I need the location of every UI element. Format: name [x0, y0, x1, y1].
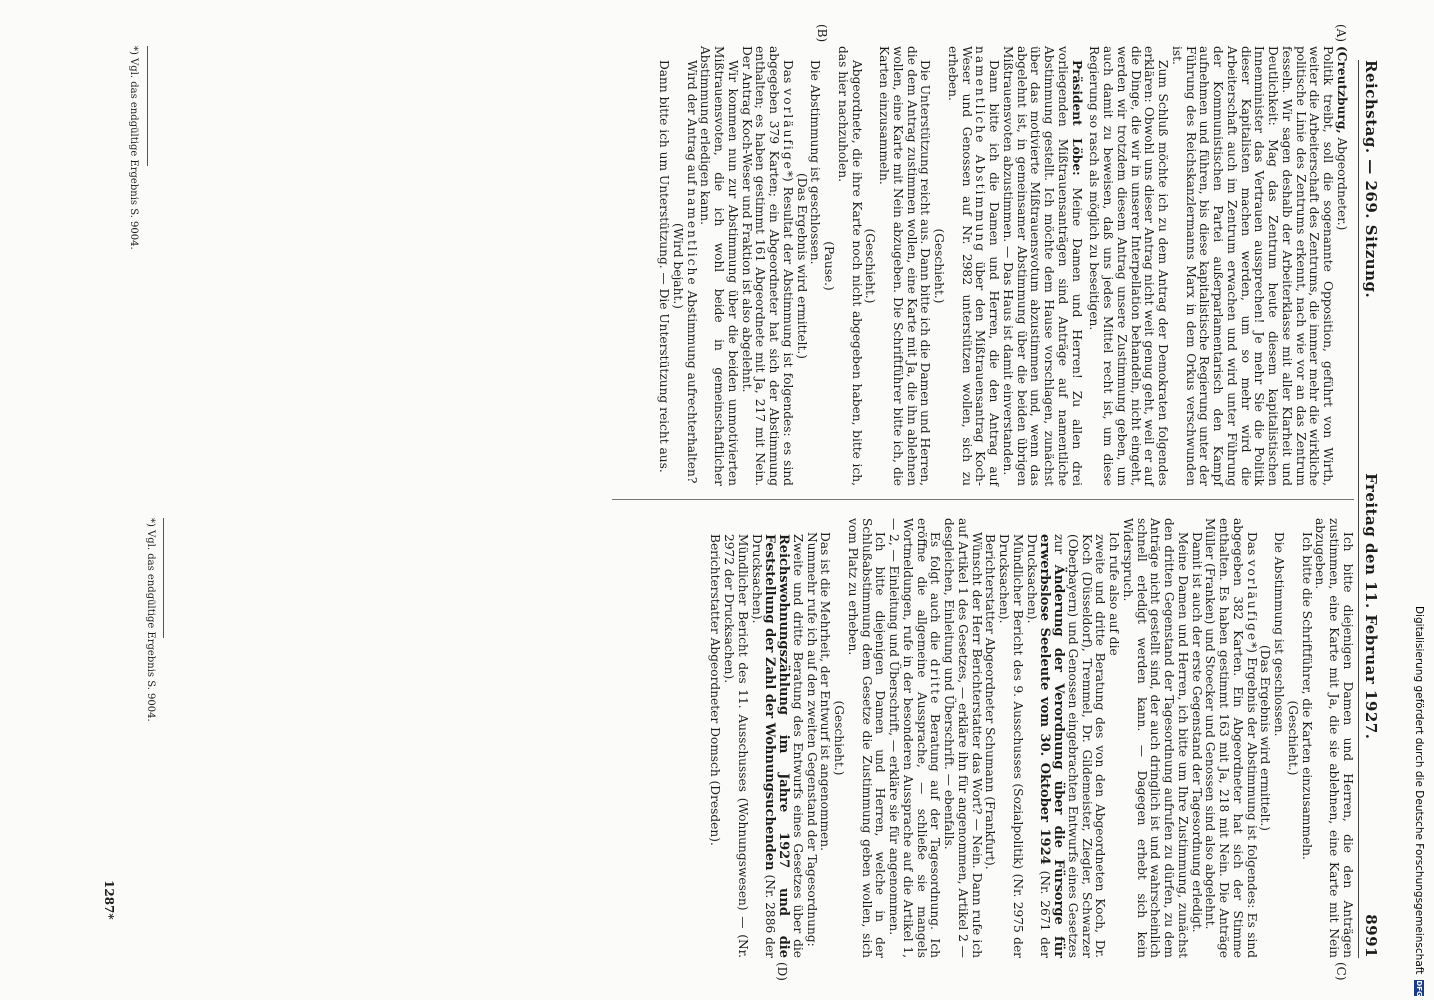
header-date: Freitag den 11. Februar 1927. [1362, 473, 1380, 740]
paragraph: Zum Schluß möchte ich zu dem Antrag der Demokraten folgendes erklären: Obwohl uns dieser Antrag nicht weit genug geht, weil er auf die Dinge, die wir in unserer Interpellation behandeln, nicht eingeht, werden wir trotzdem diesem Antrag unsere Zustimmung geben, um auch damit zu beweisen, daß uns jedes Mittel recht ist, um diese Regierung so rasch als möglich zu beseitigen. [1087, 46, 1171, 486]
signature-mark: 1287* [102, 880, 116, 920]
paragraph: Das vorläufige*) Ergebnis der Abstimmung ist folgendes: Es sind abgegeben 382 Karten. Ein Abgeordneter hat sich der Stimme enthalten. Es haben gestimmt 163 mit Ja, 218 mit Nein. Die Anträge Müller (Franken) und Stoecker und Genossen sind also abgelehnt. [1203, 518, 1259, 958]
paragraph: Politik treibt, soll die sogenannte Opposition, geführt von Wirth, weiter die Arbeiterschaft des Zentrums, die immer mehr die wirkliche politische Linie des Zentrums erkennt, nach wie vor an das Zentrum fesseln. Wir sagen deshalb der Arbeiterklasse mit aller Klarheit und Deutlichkeit: Mag das Zentrum heute diesem kapitalistischen Innenminister das Vertrauen aussprechen! Je mehr Sie die Politik dieser Kapitalisten machen werden, um so mehr wird die Arbeiterschaft auch im Zentrum erwachen und wird unter Führung der Kommunistischen Partei außerparlamentarisch den Kampf aufnehmen und führen, bis diese kapitalistische Regierung unter der Führung des Reichskanzlermanns Marx in dem Orkus verschwunden ist. [1170, 46, 1336, 486]
agenda-report: Mündlicher Bericht des 9. Ausschusses (Sozialpolitik) (Nr. 2975 der Drucksachen). [997, 534, 1025, 958]
stage-direction: (Pause.) [822, 241, 837, 291]
paragraph: Ich rufe also auf die [1107, 532, 1122, 656]
paragraph: Das ist die Mehrheit, der Entwurf ist angenommen. [818, 532, 833, 851]
footnote-rule [163, 518, 164, 638]
paragraph: Meine Damen und Herren, ich bitte um Ihre Zustimmung, zunächst den dritten Gegenstand der Tagesordnung aufrufen zu dürfen, zu dem Anträge nicht gestellt sind, der auch dringlich ist und wahrscheinlich schnell erledigt werden kann. — Dagegen erhebt sich kein Widerspruch. [1121, 518, 1190, 958]
paragraph: Ich bitte diejenigen Damen und Herren, welche in der Schlußabstimmung dem Gesetze die Zustimmung geben wollen, sich vom Platz zu erheben. [846, 518, 888, 958]
paragraph: (Creutzburg, Abgeordneter.) [1335, 46, 1349, 231]
paragraph: Wünscht der Herr Berichterstatter das Wort? — Nein. Dann rufe ich auf Artikel 1 des Gesetzes, — erkläre ihn für angenommen, Artikel 2 — desgleichen, Einleitung und Überschrift. — ebenfalls. [942, 518, 984, 958]
margin-mark-d: (D) [775, 962, 789, 981]
paragraph: Die Abstimmung ist geschlossen. [1272, 532, 1287, 737]
agenda-rapporteur: Berichterstatter Abgeordneter Schumann (Frankfurt). [983, 534, 998, 870]
paragraph: Die Unterstützung reicht aus. Dann bitte ich die Damen und Herren, die dem Antrag zustimmen wollen, eine Karte mit Ja, die ihn ablehnen wollen, eine Karte mit Nein abzugeben. Die Schriftführer bitte ich, die Karten einzusammeln. [877, 46, 933, 486]
paragraph: Ich bitte diejenigen Damen und Herren, die den Anträgen zustimmen, eine Karte mit Ja, die sie ablehnen, eine Karte mit Nein abzugeben. [1313, 518, 1355, 958]
footnote-right: *) Vgl. das endgültige Ergebnis S. 9004. [145, 518, 156, 722]
header-page-number: 8991 [1362, 914, 1380, 958]
digitization-credit [1404, 0, 1434, 1000]
paragraph: Wird der Antrag auf namentliche Abstimmung aufrechterhalten? [684, 60, 699, 484]
stage-direction: (Geschieht.) [863, 228, 878, 304]
stage-direction: (Geschieht.) [1286, 700, 1300, 776]
column-divider [612, 499, 1354, 500]
agenda-item: Zweite und dritte Beratung des Entwurfs eines Gesetzes über die Reichswohnungszählung im Jahre 1927 und die Feststellung der Zahl der Wohnungsuchenden (Nr. 2886 der Drucksachen). [749, 534, 805, 958]
stage-direction: (Wird bejaht.) [671, 223, 685, 309]
header-left: Reichstag. — 269. Sitzung. [1362, 60, 1380, 299]
margin-mark-c: (C) [1334, 962, 1348, 981]
paragraph: Dann bitte ich die Damen und Herren, die den Antrag auf namentliche Abstimmung über den Mißtrauensantrag Koch-Weser und Genossen auf Nr. 2982 unterstützen wollen, sich zu erheben. [946, 46, 1002, 486]
paragraph: Dann bitte ich um Unterstützung. — Die Unterstützung reicht aus. [657, 60, 672, 473]
stage-direction: (Geschieht.) [832, 700, 847, 776]
agenda-item: zweite und dritte Beratung des von den Abgeordneten Koch, Dr. Koch (Düsseldorf), Tremmel, Dr. Gildemeister, Ziegler, Schwarzer (Oberbayern) und Genossen eingebrachten Entwurfs eines Gesetzes zur Änderung der Verordnung über die Fürsorge für erwerbslose Seeleute vom 30. Oktober 1924 (Nr. 2671 der Drucksachen). [1024, 534, 1108, 959]
stage-direction: (Geschieht.) [932, 228, 947, 304]
paragraph: Die Abstimmung ist geschlossen. [808, 60, 823, 265]
stage-direction: (Das Ergebnis wird ermittelt.) [1258, 644, 1273, 832]
dfg-logo: DFG [1415, 980, 1423, 997]
credit-text: Digitalisierung gefördert durch die Deutsche Forschungsgemeinschaft [1413, 606, 1425, 975]
agenda-report: Mündlicher Bericht des 11. Ausschusses (Wohnungswesen) — (Nr. 2972 der Drucksachen). [722, 534, 750, 958]
page-header [1358, 60, 1382, 958]
stage-direction: (Das Ergebnis wird ermittelt.) [794, 172, 809, 360]
paragraph: Präsident Löbe: Meine Damen und Herren! Zu allen drei vorliegenden Mißtrauensanträgen sind Anträge auf namentliche Abstimmung gestellt. Ich möchte dem Hause vorschlagen, zunächst über das motivierte Mißtrauensvotum abzustimmen und, wenn das abgelehnt ist, in gemeinsamer Abstimmung über die beiden übrigen Mißtrauensvoten abzustimmen. — Das Haus ist damit einverstanden. [1001, 46, 1084, 486]
margin-mark-b: (B) [815, 24, 829, 43]
paragraph: Nummehr rufe ich auf den zweiten Gegenstand der Tagesordnung: [804, 532, 819, 947]
right-column [708, 518, 1354, 958]
speaker-name: Präsident Löbe: [1069, 60, 1084, 176]
paragraph: Das vorläufige*) Resultat der Abstimmung ist folgendes: es sind abgegeben 379 Karten; ein Abgeordneter hat sich der Abstimmung enthalten; es haben gestimmt 161 Abgeordnete mit Ja, 217 mit Nein. Der Antrag Koch-Weser und Fraktion ist also abgelehnt. [739, 46, 795, 486]
margin-mark-a: (A) [1334, 24, 1348, 43]
footnote-left: *) Vgl. das endgültige Ergebnis S. 9004. [128, 46, 139, 250]
left-column [657, 46, 1349, 486]
paragraph: Wir kommen nun zur Abstimmung über die beiden unmotivierten Mißtrauensvoten, die ich wohl beide in gemeinschaftlicher Abstimmung erledigen kann. [698, 46, 740, 486]
footnote-rule [147, 46, 148, 166]
paragraph: Ich bitte die Schriftführer, die Karten einzusammeln. [1299, 532, 1314, 860]
paragraph: Abgeordnete, die ihre Karte noch nicht abgegeben haben, bitte ich, das hier nachzuholen. [836, 46, 864, 486]
paragraph: Damit ist auch der erste Gegenstand der Tagesordnung erledigt. [1189, 532, 1204, 933]
paragraph: Es folgt auch die dritte Beratung auf der Tagesordnung. Ich eröffne die allgemeine Aussprache, — schließe sie mangels Wortmeldungen, rufe in der besonderen Aussprache auf die Artikel 1, — 2, — Einleitung und Überschrift, — erkläre sie für angenommen. [887, 518, 943, 959]
agenda-rapporteur: Berichterstatter Abgeordneter Domsch (Dresden). [708, 534, 723, 846]
